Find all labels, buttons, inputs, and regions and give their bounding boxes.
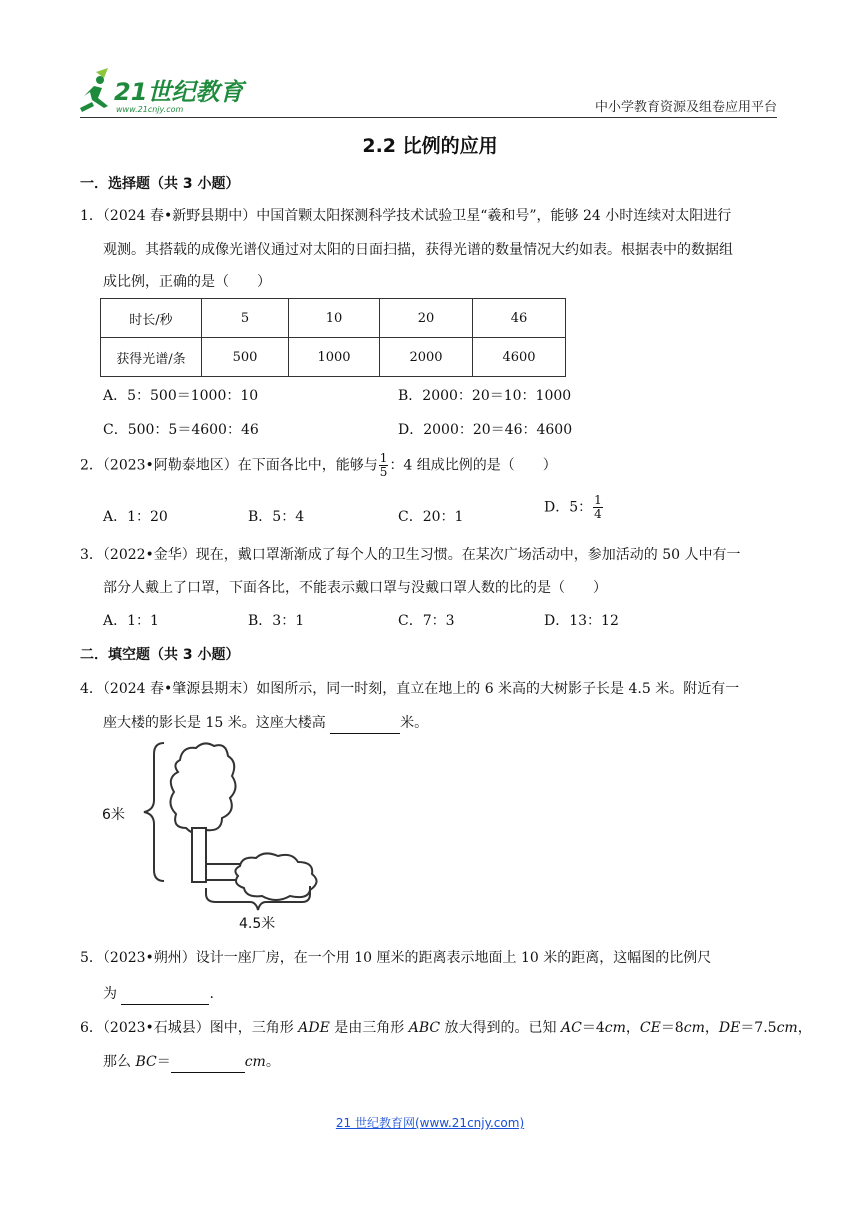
q2-option-c[interactable]: C．20：1 [398,509,464,525]
q3-line1: 3．（2022•金华）现在，戴口罩渐渐成了每个人的卫生习惯。在某次广场活动中，参加活动的 50 人中有一 [80,547,741,563]
q1-option-a[interactable]: A．5：500＝1000：10 [103,388,259,404]
q3-line2: 部分人戴上了口罩，下面各比，不能表示戴口罩与没戴口罩人数的比的是（ ） [103,580,607,596]
q1-option-b[interactable]: B．2000：20＝10：1000 [398,388,572,404]
table-cell: 5 [202,299,289,338]
q6-answer-blank[interactable] [171,1056,245,1073]
q2-option-d-fraction: $\frac{1}{4}$ [594,493,602,521]
height-brace [144,743,164,881]
section-heading-fill: 二．填空题（共 3 小题） [80,647,240,663]
q1-option-c[interactable]: C．500：5＝4600：46 [103,422,259,438]
q2-fraction: $\frac{1}{5}$ [379,451,388,479]
runner-icon [80,68,108,112]
q2-prefix: 2．（2023•阿勒泰地区）在下面各比中，能够与 [80,457,378,474]
q6-line2: 那么 BC＝ cm。 [103,1051,280,1073]
footer-link[interactable]: 21 世纪教育网(www.21cnjy.com) [335,1116,525,1130]
q3-option-b[interactable]: B．3：1 [248,613,305,629]
table-cell: 4600 [473,338,566,377]
tree-trunk [192,828,206,882]
q5-line2: 为 . [103,983,214,1005]
section-heading-choice: 一．选择题（共 3 小题） [80,176,240,192]
table-cell: 时长/秒 [101,299,202,338]
table-cell: 2000 [380,338,473,377]
q2-option-d[interactable]: D．5： $\frac{1}{4}$ [544,493,602,521]
q3-option-d[interactable]: D．13：12 [544,613,619,629]
table-cell: 20 [380,299,473,338]
page-title: 2.2 比例的应用 [362,135,498,157]
q2-option-a[interactable]: A．1：20 [103,509,168,525]
height-label: 6米 [102,807,125,823]
q4-line1: 4．（2024 春•肇源县期末）如图所示，同一时刻，直立在地上的 6 米高的大树影子长是 4.5 米。附近有一 [80,681,740,697]
table-cell: 获得光谱/条 [101,338,202,377]
table-row [101,299,566,338]
q1-line3: 成比例，正确的是（ ） [103,274,271,290]
q2-option-b[interactable]: B．5：4 [248,509,305,525]
q3-option-c[interactable]: C．7：3 [398,613,455,629]
table-cell: 500 [202,338,289,377]
q4-figure [100,740,330,935]
q2-stem [80,452,557,479]
q3-option-a[interactable]: A．1：1 [103,613,159,629]
q1-line1: 1．（2024 春•新野县期中）中国首颗太阳探测科学技术试验卫星“羲和号”，能够 24 小时连续对太阳进行 [80,208,732,224]
platform-label: 中小学教育资源及组卷应用平台 [594,100,777,115]
q1-table [100,298,566,377]
q6-line1: 6．（2023•石城县）图中，三角形 ADE 是由三角形 ABC 放大得到的。已知 AC＝4cm，CE＝8cm，DE＝7.5cm， [80,1020,812,1036]
shadow-label: 4.5米 [239,916,276,932]
q2-suffix: ：4 组成比例的是（ ） [389,457,557,474]
q1-option-d[interactable]: D．2000：20＝46：4600 [398,422,573,438]
logo-url: www.21cnjy.com [116,105,184,114]
header-divider [80,117,777,118]
table-row [101,338,566,377]
logo [78,66,248,116]
table-cell: 1000 [289,338,380,377]
q4-line2: 座大楼的影长是 15 米。这座大楼高 米。 [103,712,428,734]
tree-crown [170,743,235,833]
table-cell: 10 [289,299,380,338]
q1-line2: 观测。其搭载的成像光谱仪通过对太阳的日面扫描，获得光谱的数量情况大约如表。根据表中的数据组 [103,242,733,258]
q5-answer-blank[interactable] [121,988,209,1005]
shadow-crown [235,853,316,900]
q4-answer-blank[interactable] [330,717,400,734]
logo-text: 21世纪教育 [114,78,244,106]
table-cell: 46 [473,299,566,338]
q5-line1: 5．（2023•朔州）设计一座厂房，在一个用 10 厘米的距离表示地面上 10 米的距离，这幅图的比例尺 [80,950,712,966]
